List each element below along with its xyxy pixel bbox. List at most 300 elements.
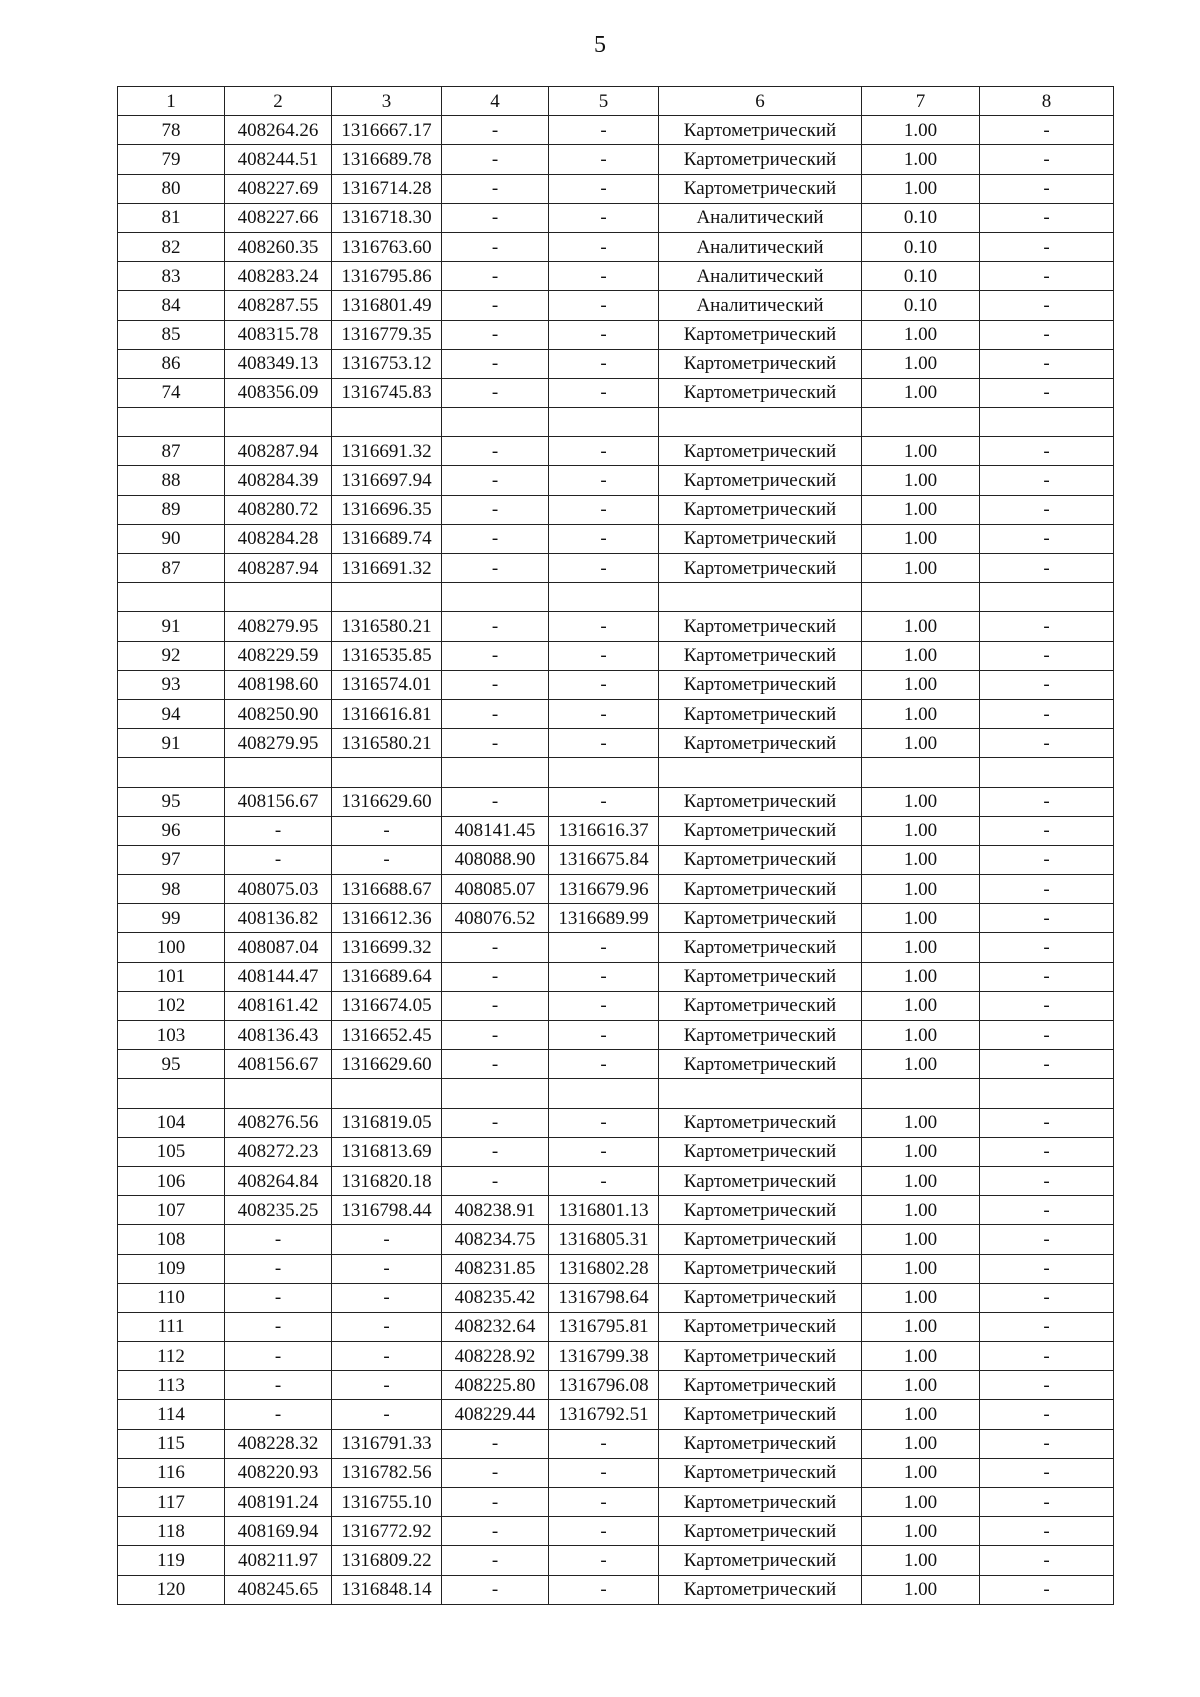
table-row	[118, 1196, 1114, 1225]
table-cell: 1.00	[862, 933, 980, 962]
table-cell: 408279.95	[225, 612, 332, 641]
table-cell: 1.00	[862, 1488, 980, 1517]
table-cell: 85	[118, 320, 225, 349]
table-cell: 92	[118, 641, 225, 670]
table-cell: -	[442, 612, 549, 641]
table-cell: 408191.24	[225, 1488, 332, 1517]
table-cell: -	[442, 1575, 549, 1604]
table-cell	[442, 583, 549, 612]
table-cell: -	[549, 1166, 659, 1195]
table-cell: -	[549, 1546, 659, 1575]
table-cell: 408225.80	[442, 1371, 549, 1400]
table-cell: -	[442, 262, 549, 291]
table-cell: 1316689.99	[549, 904, 659, 933]
table-cell: 408245.65	[225, 1575, 332, 1604]
table-cell: -	[980, 670, 1114, 699]
table-cell: 408234.75	[442, 1225, 549, 1254]
table-cell: 1.00	[862, 174, 980, 203]
table-cell: 408272.23	[225, 1137, 332, 1166]
table-cell: 408235.25	[225, 1196, 332, 1225]
table-cell: 1316801.49	[332, 291, 442, 320]
table-cell: Картометрический	[659, 875, 862, 904]
table-cell	[442, 758, 549, 787]
table-cell: 80	[118, 174, 225, 203]
table-cell: -	[332, 845, 442, 874]
table-cell: -	[980, 1283, 1114, 1312]
table-row	[118, 1050, 1114, 1079]
table-cell: 1316718.30	[332, 203, 442, 232]
table-cell: 408235.42	[442, 1283, 549, 1312]
table-cell: 1.00	[862, 466, 980, 495]
table-cell: -	[980, 1166, 1114, 1195]
table-cell: -	[332, 1312, 442, 1341]
table-cell: 1316772.92	[332, 1517, 442, 1546]
table-cell: 101	[118, 962, 225, 991]
table-cell: -	[549, 495, 659, 524]
table-cell: 114	[118, 1400, 225, 1429]
table-cell: 83	[118, 262, 225, 291]
table-cell: 87	[118, 554, 225, 583]
table-cell: 408284.39	[225, 466, 332, 495]
table-cell: -	[442, 1166, 549, 1195]
table-cell: -	[442, 378, 549, 407]
table-row	[118, 1575, 1114, 1604]
table-cell: -	[225, 1283, 332, 1312]
table-cell: 1316753.12	[332, 349, 442, 378]
table-cell: 100	[118, 933, 225, 962]
table-cell: -	[549, 116, 659, 145]
table-cell: 91	[118, 612, 225, 641]
table-cell: 0.10	[862, 291, 980, 320]
table-cell: -	[549, 1021, 659, 1050]
table-cell: -	[442, 1517, 549, 1546]
table-cell: 94	[118, 699, 225, 728]
table-cell: 79	[118, 145, 225, 174]
column-header: 2	[225, 87, 332, 116]
table-cell: Картометрический	[659, 320, 862, 349]
table-cell: 1316813.69	[332, 1137, 442, 1166]
table-cell: Аналитический	[659, 291, 862, 320]
table-cell: 0.10	[862, 262, 980, 291]
table-cell: -	[225, 1225, 332, 1254]
table-cell: -	[442, 524, 549, 553]
table-cell: -	[980, 845, 1114, 874]
table-cell	[118, 408, 225, 437]
table-cell: 1316801.13	[549, 1196, 659, 1225]
table-cell: 87	[118, 437, 225, 466]
table-cell: 1.00	[862, 1312, 980, 1341]
table-cell	[549, 758, 659, 787]
table-cell: -	[980, 349, 1114, 378]
page-number: 5	[594, 32, 606, 58]
table-cell: -	[980, 875, 1114, 904]
table-cell	[549, 583, 659, 612]
table-row	[118, 1517, 1114, 1546]
table-cell: Картометрический	[659, 612, 862, 641]
table-cell: 116	[118, 1458, 225, 1487]
table-cell: -	[549, 203, 659, 232]
table-cell	[980, 408, 1114, 437]
table-body	[118, 87, 1114, 1605]
table-cell: 408238.91	[442, 1196, 549, 1225]
table-cell	[225, 408, 332, 437]
table-cell: 408156.67	[225, 787, 332, 816]
table-cell: 1316689.64	[332, 962, 442, 991]
table-cell: 1.00	[862, 378, 980, 407]
table-cell: 408085.07	[442, 875, 549, 904]
table-cell: -	[980, 116, 1114, 145]
table-cell: 1316848.14	[332, 1575, 442, 1604]
table-cell: 103	[118, 1021, 225, 1050]
table-cell: -	[980, 933, 1114, 962]
table-cell: 1.00	[862, 116, 980, 145]
table-separator-row	[118, 1079, 1114, 1108]
table-cell: Картометрический	[659, 1283, 862, 1312]
table-cell: 105	[118, 1137, 225, 1166]
table-row	[118, 641, 1114, 670]
table-cell: -	[980, 1312, 1114, 1341]
table-row	[118, 320, 1114, 349]
table-cell: Картометрический	[659, 1137, 862, 1166]
table-cell: 1.00	[862, 1371, 980, 1400]
table-cell: -	[980, 1546, 1114, 1575]
table-cell: 1.00	[862, 349, 980, 378]
table-cell: 1.00	[862, 670, 980, 699]
table-cell: 1316689.74	[332, 524, 442, 553]
table-cell: -	[549, 349, 659, 378]
table-cell: 106	[118, 1166, 225, 1195]
table-cell: 1316688.67	[332, 875, 442, 904]
table-cell	[332, 583, 442, 612]
table-cell: -	[225, 1371, 332, 1400]
table-cell: 408144.47	[225, 962, 332, 991]
table-cell: 84	[118, 291, 225, 320]
table-cell: -	[980, 1400, 1114, 1429]
table-cell: 1.00	[862, 991, 980, 1020]
table-cell: -	[442, 349, 549, 378]
table-cell: Картометрический	[659, 495, 862, 524]
table-cell: Аналитический	[659, 262, 862, 291]
table-cell: -	[442, 291, 549, 320]
table-cell: -	[980, 203, 1114, 232]
table-cell: 111	[118, 1312, 225, 1341]
table-cell: 408315.78	[225, 320, 332, 349]
table-header-row	[118, 87, 1114, 116]
table-cell: 0.10	[862, 203, 980, 232]
table-cell: Картометрический	[659, 699, 862, 728]
table-row	[118, 845, 1114, 874]
table-cell: Картометрический	[659, 816, 862, 845]
table-cell: -	[980, 378, 1114, 407]
table-cell: 1.00	[862, 1166, 980, 1195]
table-row	[118, 729, 1114, 758]
table-cell: -	[442, 320, 549, 349]
table-cell: -	[549, 787, 659, 816]
table-cell: -	[332, 1342, 442, 1371]
table-cell: -	[549, 262, 659, 291]
table-cell: -	[980, 1254, 1114, 1283]
table-row	[118, 1488, 1114, 1517]
table-cell: -	[980, 1429, 1114, 1458]
table-cell: Картометрический	[659, 933, 862, 962]
table-cell: -	[980, 466, 1114, 495]
table-cell: 1.00	[862, 1458, 980, 1487]
table-cell: 1316802.28	[549, 1254, 659, 1283]
table-cell: -	[980, 1196, 1114, 1225]
table-cell: 1.00	[862, 1108, 980, 1137]
table-cell: -	[442, 203, 549, 232]
table-cell: 1.00	[862, 1196, 980, 1225]
table-cell: -	[549, 962, 659, 991]
table-cell: -	[442, 1050, 549, 1079]
table-cell: 408076.52	[442, 904, 549, 933]
table-cell: -	[980, 729, 1114, 758]
table-row	[118, 466, 1114, 495]
table-cell: -	[549, 437, 659, 466]
table-cell	[225, 1079, 332, 1108]
table-cell: 98	[118, 875, 225, 904]
table-row	[118, 875, 1114, 904]
table-cell	[980, 758, 1114, 787]
table-cell: 1.00	[862, 495, 980, 524]
table-cell: -	[980, 1458, 1114, 1487]
table-cell: -	[980, 699, 1114, 728]
table-cell: -	[980, 524, 1114, 553]
table-cell: -	[549, 554, 659, 583]
table-cell: 1316675.84	[549, 845, 659, 874]
table-cell: 1.00	[862, 1342, 980, 1371]
table-cell: -	[549, 1575, 659, 1604]
table-cell: -	[442, 145, 549, 174]
table-cell: 408227.69	[225, 174, 332, 203]
table-cell: -	[980, 174, 1114, 203]
table-cell: -	[549, 641, 659, 670]
table-cell: -	[980, 787, 1114, 816]
table-cell: 408156.67	[225, 1050, 332, 1079]
table-separator-row	[118, 408, 1114, 437]
table-row	[118, 554, 1114, 583]
table-cell: 1316535.85	[332, 641, 442, 670]
table-cell: -	[442, 962, 549, 991]
table-cell: -	[980, 1517, 1114, 1546]
table-cell: 408264.84	[225, 1166, 332, 1195]
table-cell: 1.00	[862, 320, 980, 349]
table-cell	[332, 758, 442, 787]
table-row	[118, 933, 1114, 962]
table-cell: 1316629.60	[332, 787, 442, 816]
table-cell: 91	[118, 729, 225, 758]
table-cell: 1.00	[862, 729, 980, 758]
table-cell: 95	[118, 787, 225, 816]
table-cell: 408284.28	[225, 524, 332, 553]
table-cell: 1316691.32	[332, 437, 442, 466]
table-cell: 408232.64	[442, 1312, 549, 1341]
table-cell: 1.00	[862, 1137, 980, 1166]
table-cell: -	[549, 1458, 659, 1487]
table-cell: 78	[118, 116, 225, 145]
table-row	[118, 524, 1114, 553]
table-row	[118, 145, 1114, 174]
table-cell: 408169.94	[225, 1517, 332, 1546]
table-cell: -	[442, 1137, 549, 1166]
table-cell: Картометрический	[659, 1108, 862, 1137]
table-cell: 1316779.35	[332, 320, 442, 349]
table-cell: 1316616.37	[549, 816, 659, 845]
table-cell: 1316795.86	[332, 262, 442, 291]
table-cell: -	[980, 1050, 1114, 1079]
table-cell: Картометрический	[659, 1312, 862, 1341]
table-row	[118, 232, 1114, 261]
table-cell: 408229.59	[225, 641, 332, 670]
table-cell: 1.00	[862, 845, 980, 874]
table-cell: 408198.60	[225, 670, 332, 699]
coordinates-table	[117, 86, 1114, 1605]
table-cell: -	[442, 466, 549, 495]
table-cell	[862, 583, 980, 612]
table-separator-row	[118, 758, 1114, 787]
table-row	[118, 962, 1114, 991]
column-header: 1	[118, 87, 225, 116]
table-cell: -	[549, 729, 659, 758]
table-cell: 89	[118, 495, 225, 524]
table-row	[118, 1225, 1114, 1254]
table-row	[118, 262, 1114, 291]
table-cell: 408260.35	[225, 232, 332, 261]
table-cell: 1316763.60	[332, 232, 442, 261]
table-cell: 408161.42	[225, 991, 332, 1020]
table-cell: 1316798.64	[549, 1283, 659, 1312]
table-cell: Картометрический	[659, 670, 862, 699]
table-cell	[225, 758, 332, 787]
table-cell: -	[980, 437, 1114, 466]
table-cell: Картометрический	[659, 904, 862, 933]
table-cell: 81	[118, 203, 225, 232]
table-cell: -	[442, 1546, 549, 1575]
table-cell: 1.00	[862, 875, 980, 904]
table-cell: Картометрический	[659, 729, 862, 758]
table-cell: Картометрический	[659, 378, 862, 407]
table-cell: 408141.45	[442, 816, 549, 845]
table-row	[118, 1546, 1114, 1575]
table-cell: 408087.04	[225, 933, 332, 962]
table-cell: 1316689.78	[332, 145, 442, 174]
table-cell: 1316691.32	[332, 554, 442, 583]
table-cell: -	[225, 1342, 332, 1371]
table-cell: 1316795.81	[549, 1312, 659, 1341]
table-cell: -	[332, 1254, 442, 1283]
table-cell	[862, 758, 980, 787]
table-cell: 408279.95	[225, 729, 332, 758]
table-row	[118, 904, 1114, 933]
table-cell: 104	[118, 1108, 225, 1137]
table-cell: -	[980, 816, 1114, 845]
table-cell: Картометрический	[659, 1575, 862, 1604]
column-header: 4	[442, 87, 549, 116]
table-cell: -	[332, 1400, 442, 1429]
table-cell: -	[549, 466, 659, 495]
table-row	[118, 1166, 1114, 1195]
table-cell: Картометрический	[659, 1517, 862, 1546]
table-cell: -	[225, 816, 332, 845]
table-cell: 97	[118, 845, 225, 874]
table-cell: -	[442, 232, 549, 261]
table-cell	[659, 1079, 862, 1108]
table-cell: -	[980, 1342, 1114, 1371]
table-cell	[659, 583, 862, 612]
table-cell: 99	[118, 904, 225, 933]
table-cell: 1316792.51	[549, 1400, 659, 1429]
table-cell: -	[980, 1108, 1114, 1137]
table-cell: 1316820.18	[332, 1166, 442, 1195]
table-cell: 88	[118, 466, 225, 495]
table-cell: 1316696.35	[332, 495, 442, 524]
table-cell: Картометрический	[659, 1400, 862, 1429]
table-cell: 118	[118, 1517, 225, 1546]
table-cell: -	[442, 116, 549, 145]
table-cell: 1.00	[862, 612, 980, 641]
table-cell: Картометрический	[659, 349, 862, 378]
table-cell: Картометрический	[659, 116, 862, 145]
table-row	[118, 670, 1114, 699]
table-cell: 109	[118, 1254, 225, 1283]
table-cell: 1.00	[862, 1283, 980, 1312]
table-cell: -	[549, 232, 659, 261]
column-header: 8	[980, 87, 1114, 116]
table-cell: Аналитический	[659, 232, 862, 261]
table-row	[118, 1342, 1114, 1371]
table-cell: -	[225, 1400, 332, 1429]
table-cell: 1316796.08	[549, 1371, 659, 1400]
table-cell: 408356.09	[225, 378, 332, 407]
table-row	[118, 1400, 1114, 1429]
table-cell: Картометрический	[659, 1021, 862, 1050]
table-cell: -	[980, 1137, 1114, 1166]
table-cell: -	[332, 1283, 442, 1312]
table-cell: 119	[118, 1546, 225, 1575]
table-cell: 1316755.10	[332, 1488, 442, 1517]
table-cell: Картометрический	[659, 1458, 862, 1487]
table-cell: 1316679.96	[549, 875, 659, 904]
table-cell: 1.00	[862, 1517, 980, 1546]
table-row	[118, 116, 1114, 145]
table-cell: -	[980, 145, 1114, 174]
table-cell: 112	[118, 1342, 225, 1371]
table-cell: -	[332, 816, 442, 845]
table-cell: 86	[118, 349, 225, 378]
table-cell	[549, 408, 659, 437]
column-header: 7	[862, 87, 980, 116]
table-cell: Картометрический	[659, 174, 862, 203]
table-cell: -	[549, 612, 659, 641]
table-cell: -	[980, 962, 1114, 991]
table-cell: 1316819.05	[332, 1108, 442, 1137]
table-cell: 1.00	[862, 699, 980, 728]
table-cell: 1316674.05	[332, 991, 442, 1020]
table-cell: -	[549, 1517, 659, 1546]
table-cell: Картометрический	[659, 437, 862, 466]
table-cell: 1.00	[862, 524, 980, 553]
table-cell: 1.00	[862, 641, 980, 670]
table-cell: -	[442, 729, 549, 758]
table-cell: 408231.85	[442, 1254, 549, 1283]
table-cell: 1316612.36	[332, 904, 442, 933]
table-cell: -	[549, 991, 659, 1020]
table-cell	[332, 408, 442, 437]
column-header: 3	[332, 87, 442, 116]
table-cell: -	[225, 1254, 332, 1283]
table-cell: 120	[118, 1575, 225, 1604]
table-cell: -	[442, 495, 549, 524]
